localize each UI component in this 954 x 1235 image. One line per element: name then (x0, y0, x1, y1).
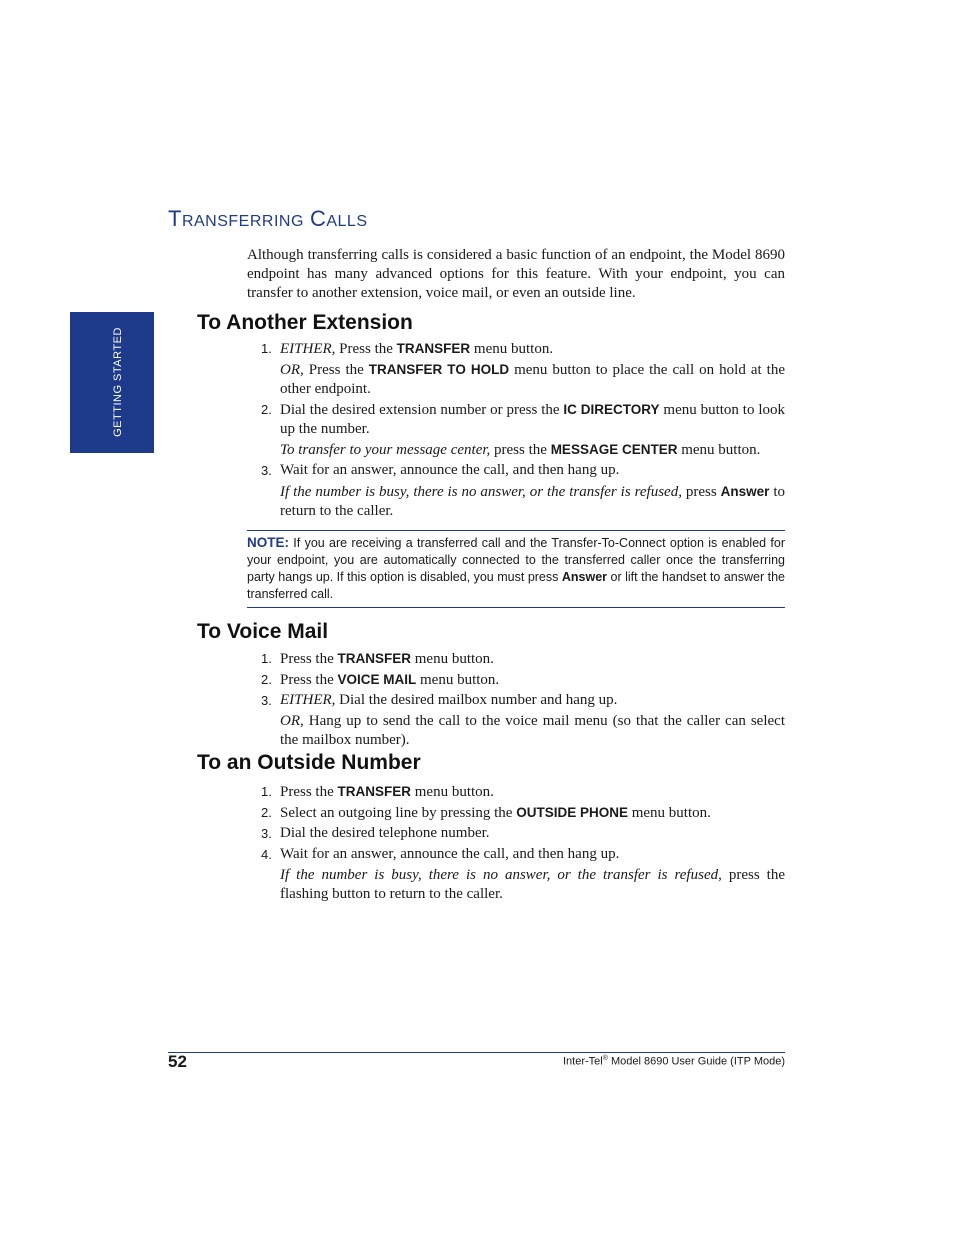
title-rest-2: ALLS (326, 213, 368, 230)
button-name-ic-directory: IC DIRECTORY (563, 402, 660, 417)
button-name-message-center: MESSAGE CENTER (550, 442, 678, 457)
list-item (261, 649, 785, 669)
either-label: EITHER, (280, 341, 336, 357)
title-initial: T (168, 206, 182, 231)
list-subitem (280, 712, 785, 750)
list-item (261, 670, 785, 690)
footer-brand: Inter-Tel (562, 1055, 603, 1068)
step-number: 2. (261, 672, 272, 687)
step-number: 1. (261, 341, 272, 356)
button-name-answer: Answer (720, 484, 770, 499)
button-name-answer: Answer (561, 570, 608, 584)
button-name-transfer-to-hold: TRANSFER TO HOLD (368, 362, 510, 377)
step-text: menu button. (677, 442, 761, 458)
step-number: 1. (261, 651, 272, 666)
step-text: Press the (303, 362, 369, 378)
step-number: 2. (261, 805, 272, 820)
step-italic: If the number is busy, there is no answer, or the transfer is refused, (280, 484, 682, 500)
button-name-transfer: TRANSFER (396, 341, 471, 356)
button-name-transfer: TRANSFER (337, 651, 411, 666)
step-text: menu button. (411, 784, 494, 800)
step-text: menu button to place the call on hold at the other endpoint. (280, 362, 785, 397)
button-name-outside-phone: OUTSIDE PHONE (516, 805, 628, 820)
side-tab-label (112, 327, 124, 437)
step-text: Press the (280, 672, 338, 688)
intro-paragraph: Although transferring calls is considered a basic function of an endpoint, the Model 8690 endpoint has many advanced options for this feature. With your endpoint, you can transfer to another extension, voice mail, or even an outside line. (247, 247, 785, 301)
step-text: menu button. (416, 672, 500, 688)
button-name-voice-mail: VOICE MAIL (337, 672, 417, 687)
note-text (247, 534, 785, 603)
heading-voice-mail: To Voice Mail (197, 620, 329, 643)
step-italic: If the number is busy, there is no answer, or the transfer is refused, (280, 867, 722, 883)
list-item (261, 339, 785, 359)
list-item (261, 400, 785, 439)
note-body: or lift the handset to answer the transferred call. (247, 570, 785, 601)
note-body: If you are receiving a transferred call and the Transfer-To-Connect option is enabled for your endpoint, you are automatically connected to the transferred caller once the transferring party hangs up. If this option is disabled, you must press (247, 536, 785, 584)
page-title (168, 206, 368, 232)
step-text: Dial the desired extension number or press the (280, 402, 564, 418)
step-number: 2. (261, 402, 272, 417)
step-text: Press the (335, 341, 397, 357)
or-label: OR, (280, 362, 304, 378)
step-number: 3. (261, 463, 272, 478)
step-text: Press the (280, 651, 338, 667)
note-box (247, 530, 785, 608)
title-rest: RANSFERRING (181, 213, 304, 230)
page-number: 52 (168, 1052, 187, 1071)
list-item (261, 824, 785, 843)
list-subitem (280, 360, 785, 399)
heading-outside-number: To an Outside Number (197, 751, 421, 774)
either-label: EITHER, (280, 692, 336, 708)
list-item (261, 803, 785, 823)
step-text: menu button. (627, 805, 711, 821)
step-number: 1. (261, 784, 272, 799)
button-name-transfer: TRANSFER (337, 784, 411, 799)
list-item (261, 691, 785, 710)
step-italic: To transfer to your message center, (280, 442, 491, 458)
side-tab-text: GETTING STARTED (112, 327, 124, 437)
step-text: press the (490, 442, 551, 458)
list-subitem (280, 482, 785, 521)
step-text: Wait for an answer, announce the call, and then hang up. (280, 462, 620, 478)
step-number: 4. (261, 847, 272, 862)
footer-rule (168, 1052, 785, 1053)
step-text: menu button. (411, 651, 494, 667)
registered-mark: ® (602, 1055, 608, 1062)
step-text: Select an outgoing line by pressing the (280, 805, 517, 821)
step-text: menu button to look up the number. (280, 402, 786, 437)
list-item (261, 461, 785, 480)
step-text: Wait for an answer, announce the call, and then hang up. (280, 846, 620, 862)
title-initial-2: C (309, 206, 327, 231)
note-label: NOTE: (247, 535, 289, 550)
list-subitem (280, 440, 785, 460)
footer-document-title (563, 1055, 785, 1068)
step-number: 3. (261, 693, 272, 708)
footer-title-text: Model 8690 User Guide (ITP Mode) (607, 1055, 785, 1068)
list-subitem (280, 866, 785, 904)
step-text: menu button. (470, 341, 554, 357)
step-text: Press the (280, 784, 338, 800)
or-label: OR, (280, 713, 304, 729)
list-item (261, 782, 785, 802)
step-text: Hang up to send the call to the voice mail menu (so that the caller can select the mailbox number). (280, 713, 785, 748)
step-text: press the flashing button to return to the caller. (280, 867, 785, 902)
heading-another-extension: To Another Extension (197, 311, 413, 334)
step-text: Dial the desired mailbox number and hang up. (335, 692, 618, 708)
step-number: 3. (261, 826, 272, 841)
step-text: Dial the desired telephone number. (280, 825, 490, 841)
list-item (261, 845, 785, 864)
step-text: to return to the caller. (280, 484, 785, 519)
step-text: press (681, 484, 721, 500)
